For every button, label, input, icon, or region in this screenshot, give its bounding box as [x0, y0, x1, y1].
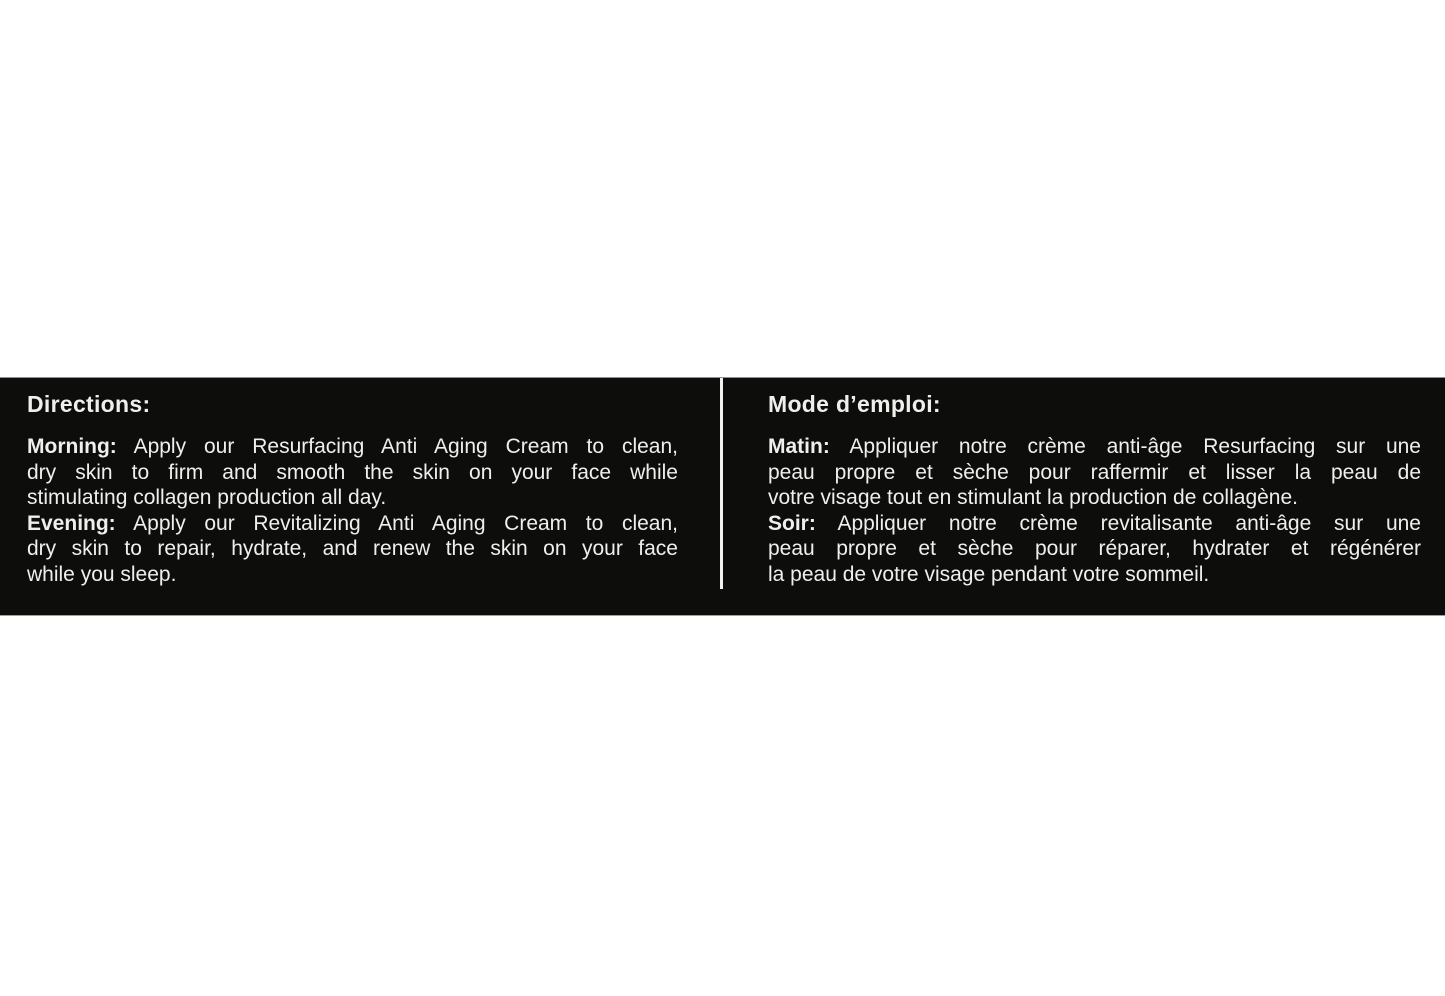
morning-line-2: dry skin to firm and smooth the skin on your face while [27, 460, 678, 484]
matin-label: Matin: [768, 435, 830, 458]
soir-line-1-text: Appliquer notre crème revitalisante anti-âge sur une [837, 511, 1421, 535]
soir-label: Soir: [768, 511, 816, 535]
directions-french-column [768, 378, 1421, 587]
matin-line-1-text: Appliquer notre crème anti-âge Resurfacing sur une [849, 435, 1421, 458]
morning-label: Morning: [27, 435, 117, 458]
matin-line-3: votre visage tout en stimulant la production de collagène. [768, 486, 1298, 509]
matin-line-2: peau propre et sèche pour raffermir et lisser la peau de [768, 460, 1421, 484]
directions-english-column [27, 378, 678, 587]
soir-line-3: la peau de votre visage pendant votre sommeil. [768, 562, 1210, 586]
evening-line-1 [27, 511, 678, 537]
directions-french-body [768, 434, 1421, 587]
evening-line-2: dry skin to repair, hydrate, and renew the skin on your face [27, 537, 678, 560]
evening-line-1-text: Apply our Revitalizing Anti Aging Cream to clean, [133, 511, 678, 535]
column-divider [720, 378, 723, 589]
directions-heading: Directions: [27, 391, 151, 417]
morning-line-1 [27, 434, 678, 460]
evening-line-3: while you sleep. [27, 562, 177, 586]
soir-line-1 [768, 511, 1421, 537]
evening-label: Evening: [27, 511, 116, 535]
soir-line-2: peau propre et sèche pour réparer, hydrater et régénérer [768, 537, 1421, 560]
mode-demploi-heading: Mode d’emploi: [768, 391, 941, 417]
directions-english-body [27, 434, 678, 587]
matin-line-1 [768, 434, 1421, 460]
morning-line-1-text: Apply our Resurfacing Anti Aging Cream to clean, [133, 435, 678, 458]
directions-band [0, 377, 1445, 616]
morning-line-3: stimulating collagen production all day. [27, 486, 387, 509]
